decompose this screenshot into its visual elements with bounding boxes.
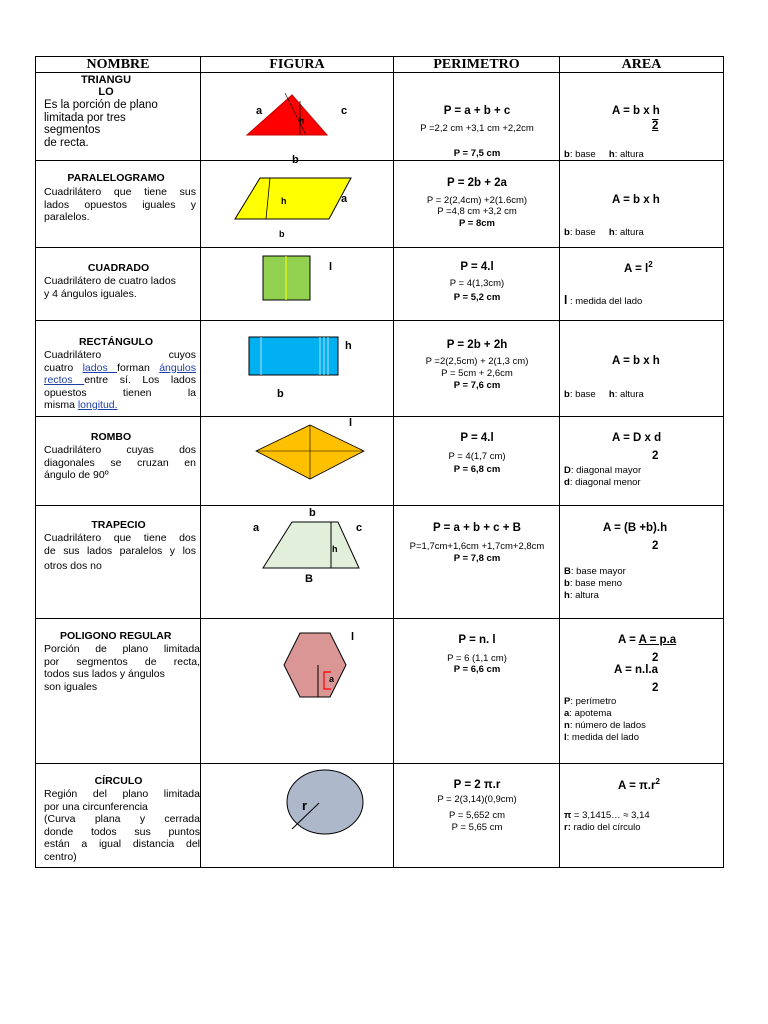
row-trapecio [36, 506, 724, 619]
trapecio-label-h: h [332, 544, 338, 554]
rhombus-figure [201, 417, 394, 506]
geometry-table [35, 56, 724, 868]
triangulo-label-h: h [299, 116, 305, 126]
triangulo-a1: A = b x h [612, 105, 660, 117]
rectangle-figure [201, 321, 394, 417]
row-circulo [36, 764, 724, 868]
triangulo-notes: b: base h: altura [564, 149, 644, 160]
cuadrado-perimetro-cell [394, 248, 560, 321]
circulo-perimetro-cell [394, 764, 560, 868]
cuadrado-name: CUADRADO [87, 262, 150, 274]
paralelogramo-label-a: a [341, 193, 348, 205]
paralelogramo-a1: A = b x h [612, 194, 660, 206]
row-cuadrado [36, 248, 724, 321]
rombo-perimetro-cell [394, 417, 560, 506]
paralelogramo-label-b: b [279, 229, 285, 239]
cuadrado-p2: P = 4(1,3cm) [449, 278, 505, 289]
poligono-notes: P: perímetro a: apotema n: número de lados l: medida del lado [564, 696, 646, 743]
header-area: AREA [560, 57, 724, 73]
poligono-desc: Porción de plano limitada por segmentos de recta, todos sus lados y ángulos son iguales [44, 643, 200, 693]
triangulo-p3: P = 7,5 cm [453, 148, 501, 159]
cuadrado-name-cell [36, 248, 201, 321]
rombo-name: ROMBO [90, 431, 132, 443]
header-perimetro: PERIMETRO [394, 57, 560, 73]
cuadrado-figure-cell [201, 248, 394, 321]
cuadrado-label-l: l [329, 261, 333, 273]
circulo-a1: $A = \pi.r^2$ [618, 777, 660, 792]
link-rectos[interactable]: rectos [44, 374, 85, 386]
triangulo-label-b: b [292, 154, 299, 166]
circulo-p4: P = 5,65 cm [451, 822, 503, 833]
rombo-a2: 2 [652, 450, 659, 462]
row-poligono [36, 619, 724, 764]
rectangulo-desc: Cuadrilátero cuyos cuatro lados forman ángulos rectos entre sí. Los lados opuestos tienen la misma longitud. [44, 349, 196, 411]
paralelogramo-name: PARALELOGRAMO [67, 172, 165, 184]
trapecio-label-c: c [356, 522, 363, 534]
rectangulo-p1: P = 2b + 2h [446, 339, 508, 351]
poligono-p2: P = 6 (1,1 cm) [447, 653, 507, 664]
rombo-label-l: l [349, 417, 353, 429]
link-angulos[interactable]: ángulos [159, 361, 196, 374]
cuadrado-p3: P = 5,2 cm [453, 292, 501, 303]
row-rombo [36, 417, 724, 506]
trapecio-label-B: B [305, 573, 313, 585]
trapecio-area-cell [560, 506, 724, 619]
square-figure [201, 248, 394, 321]
link-longitud[interactable]: longitud. [77, 399, 118, 411]
header-row [36, 57, 724, 73]
header-nombre: NOMBRE [36, 57, 201, 73]
circulo-label-r: r [302, 798, 308, 813]
trapecio-a1: A = (B +b).h [603, 522, 668, 534]
rectangulo-label-b: b [277, 388, 284, 400]
triangulo-figure-cell [201, 73, 394, 166]
rectangulo-figure-cell [201, 321, 394, 417]
cuadrado-a1: $A = l^2$ [624, 260, 653, 275]
circle-figure [201, 764, 394, 868]
rombo-a1: A = D x d [612, 432, 662, 444]
paralelogramo-perimetro-cell [394, 161, 560, 248]
poligono-perimetro-cell [394, 619, 560, 764]
row-triangulo [36, 73, 724, 161]
poligono-a1: A = A = p.a [618, 634, 677, 646]
triangulo-area-cell [560, 73, 724, 161]
trapecio-label-a: a [253, 522, 260, 534]
rectangulo-a1: A = b x h [612, 355, 660, 367]
cuadrado-notes: l : medida del lado [564, 293, 643, 307]
circulo-p2: P = 2(3,14)(0,9cm) [437, 794, 517, 805]
rombo-figure-cell [201, 417, 394, 506]
poligono-a3: A = n.l.a [614, 664, 658, 676]
hexagon-figure [201, 619, 394, 764]
triangulo-desc: Es la porción de plano limitada por tres segmentos de recta. [44, 99, 158, 149]
trapecio-name-cell [36, 506, 201, 619]
poligono-p1: P = n. l [458, 634, 496, 646]
trapecio-desc: Cuadrilátero que tiene dos de sus lados paralelos y los otros dos no [44, 532, 196, 572]
cuadrado-desc: Cuadrilátero de cuatro lados y 4 ángulos iguales. [44, 275, 176, 300]
circulo-p1: P = 2 π.r [453, 779, 501, 791]
trapecio-p2: P=1,7cm+1,6cm +1,7cm+2,8cm [409, 541, 545, 552]
poligono-label-l: l [351, 631, 355, 643]
poligono-area-cell [560, 619, 724, 764]
circulo-p3: P = 5,652 cm [448, 810, 506, 821]
triangulo-label-a: a [256, 105, 263, 117]
rectangulo-p3: P = 5cm + 2,6cm [441, 368, 513, 379]
poligono-a4: 2 [652, 682, 659, 694]
cuadrado-p1: P = 4.l [460, 261, 494, 273]
paralelogramo-desc: Cuadrilátero que tiene sus lados opuestos iguales y paralelos. [44, 186, 196, 223]
cuadrado-area-cell [560, 248, 724, 321]
trapecio-p3: P = 7,8 cm [453, 553, 501, 564]
poligono-name: POLIGONO REGULAR [60, 630, 172, 642]
rombo-p1: P = 4.l [460, 432, 494, 444]
circulo-area-cell [560, 764, 724, 868]
rectangulo-name: RECTÁNGULO [78, 336, 154, 348]
triangulo-label-c: c [341, 105, 348, 117]
rombo-name-cell [36, 417, 201, 506]
triangulo-perimetro-cell [394, 73, 560, 161]
trapecio-perimetro-cell [394, 506, 560, 619]
poligono-figure-cell [201, 619, 394, 764]
triangulo-p1: P = a + b + c [443, 105, 511, 117]
trapecio-label-b: b [309, 507, 316, 519]
triangulo-p2: P =2,2 cm +3,1 cm +2,2cm [420, 123, 534, 134]
rombo-area-cell [560, 417, 724, 506]
header-figura: FIGURA [201, 57, 394, 73]
paralelogramo-figure-cell [201, 161, 394, 248]
rectangulo-perimetro-cell [394, 321, 560, 417]
circulo-name-cell [36, 764, 201, 868]
trapecio-p1: P = a + b + c + B [432, 522, 521, 534]
rectangulo-area-cell [560, 321, 724, 417]
trapecio-a2: 2 [652, 540, 659, 552]
paralelogramo-label-h: h [281, 196, 287, 206]
rombo-desc: Cuadrilátero cuyas dos diagonales se cruzan en ángulo de 90º [44, 444, 196, 481]
parallelogram-figure [201, 161, 394, 248]
poligono-label-a: a [329, 674, 335, 684]
rectangulo-p2: P =2(2,5cm) + 2(1,3 cm) [425, 356, 529, 367]
rectangulo-p4: P = 7,6 cm [453, 380, 501, 391]
circulo-notes: π = 3,1415… ≈ 3,14 r: radio del círculo [564, 810, 650, 833]
triangle-figure [201, 73, 394, 161]
trapezoid-figure [201, 506, 394, 619]
triangulo-name: TRIANGU LO [80, 74, 132, 98]
paralelogramo-p2: P = 2(2,4cm) +2(1.6cm) [426, 195, 528, 206]
paralelogramo-p1: P = 2b + 2a [447, 177, 507, 189]
poligono-p3: P = 6,6 cm [453, 664, 501, 675]
paralelogramo-p3: P =4,8 cm +3,2 cm [437, 206, 517, 217]
row-paralelogramo [36, 161, 724, 248]
rombo-p3: P = 6,8 cm [453, 464, 501, 475]
trapecio-figure-cell [201, 506, 394, 619]
circulo-name: CÍRCULO [94, 775, 143, 787]
link-lados[interactable]: lados [82, 361, 118, 374]
trapecio-notes: B: base mayor b: base meno h: altura [564, 566, 626, 601]
triangulo-name-cell [36, 73, 201, 161]
triangulo-a2: 2 [652, 120, 659, 132]
poligono-name-cell [36, 619, 201, 764]
circulo-desc: Región del plano limitada por una circunferencia (Curva plana y cerrada donde todos sus puntos están a igual distancia del centro) [44, 788, 200, 863]
rectangulo-label-h: h [345, 340, 352, 352]
paralelogramo-p4: P = 8cm [458, 218, 495, 229]
rectangulo-notes: b: base h: altura [564, 389, 644, 400]
trapecio-name: TRAPECIO [91, 519, 146, 531]
rombo-notes: D: diagonal mayor d: diagonal menor [564, 465, 642, 488]
circulo-figure-cell [201, 764, 394, 868]
rombo-p2: P = 4(1,7 cm) [448, 451, 506, 462]
paralelogramo-name-cell [36, 161, 201, 248]
paralelogramo-notes: b: base h: altura [564, 227, 644, 238]
poligono-a2: 2 [652, 652, 659, 664]
row-rectangulo [36, 321, 724, 417]
rectangulo-name-cell [36, 321, 201, 417]
paralelogramo-area-cell [560, 161, 724, 248]
